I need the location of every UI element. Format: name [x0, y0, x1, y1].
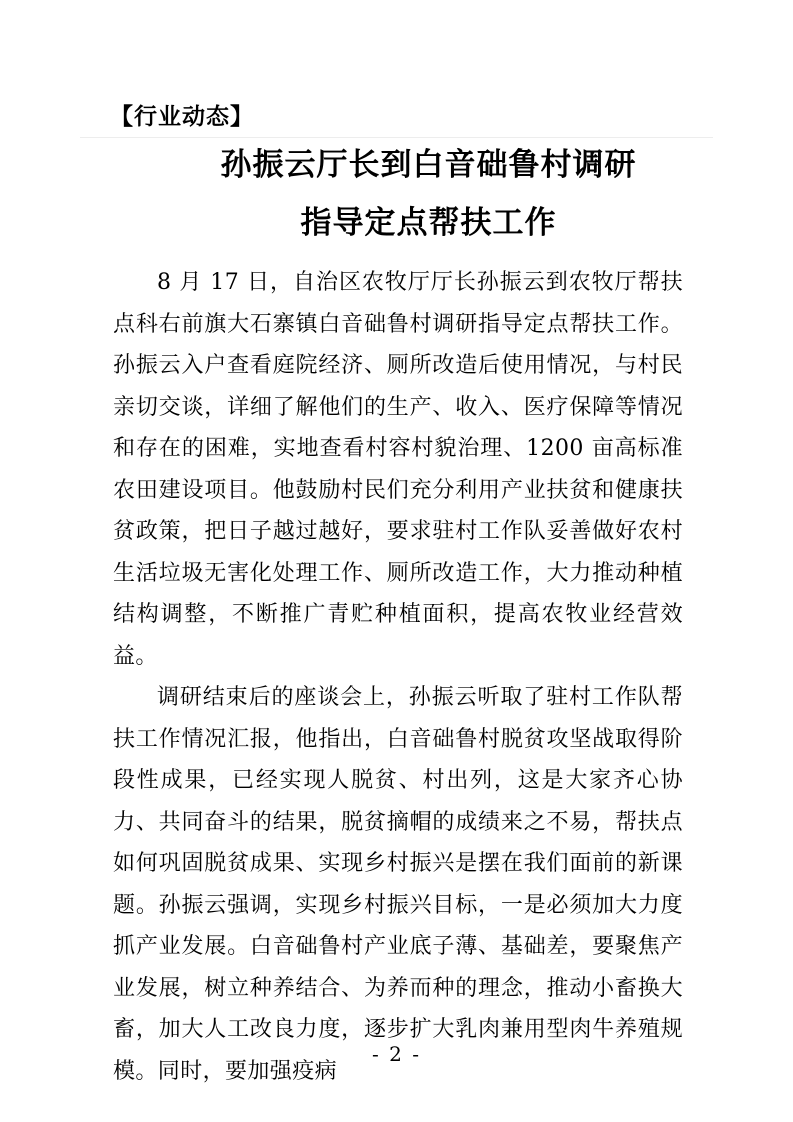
- article-body: [113, 262, 683, 1092]
- page-number: - 2 -: [372, 1042, 421, 1066]
- section-heading: 【行业动态】: [110, 103, 254, 129]
- article-title-line-1: 孙振云厅长到白音础鲁村调研: [220, 147, 637, 183]
- paragraph-2: 调研结束后的座谈会上，孙振云听取了驻村工作队帮扶工作情况汇报，他指出，白音础鲁村脱贫攻坚战取得阶段性成果，已经实现人脱贫、村出列，这是大家齐心协力、共同奋斗的结果，脱贫摘帽的成绩来之不易，帮扶点如何巩固脱贫成果、实现乡村振兴是摆在我们面前的新课题。孙振云强调，实现乡村振兴目标，一是必须加大力度抓产业发展。白音础鲁村产业底子薄、基础差，要聚焦产业发展，树立种养结合、为养而种的理念，推动小畜换大畜，加大人工改良力度，逐步扩大乳肉兼用型肉牛养殖规模。同时，要加强疫病: [113, 685, 683, 1084]
- article-title-line-2: 指导定点帮扶工作: [300, 205, 557, 241]
- paragraph-1: 8 月 17 日，自治区农牧厅厅长孙振云到农牧厅帮扶点科右前旗大石寨镇白音础鲁村调研指导定点帮扶工作。孙振云入户查看庭院经济、厕所改造后使用情况，与村民亲切交谈，详细了解他们的生产、收入、医疗保障等情况和存在的困难，实地查看村容村貌治理、1200 亩高标准农田建设项目。他鼓励村民们充分利用产业扶贫和健康扶贫政策，把日子越过越好，要求驻村工作队妥善做好农村生活垃圾无害化处理工作、厕所改造工作，大力推动种植结构调整，不断推广青贮种植面积，提高农牧业经营效益。: [113, 270, 683, 669]
- article-title: [113, 136, 744, 252]
